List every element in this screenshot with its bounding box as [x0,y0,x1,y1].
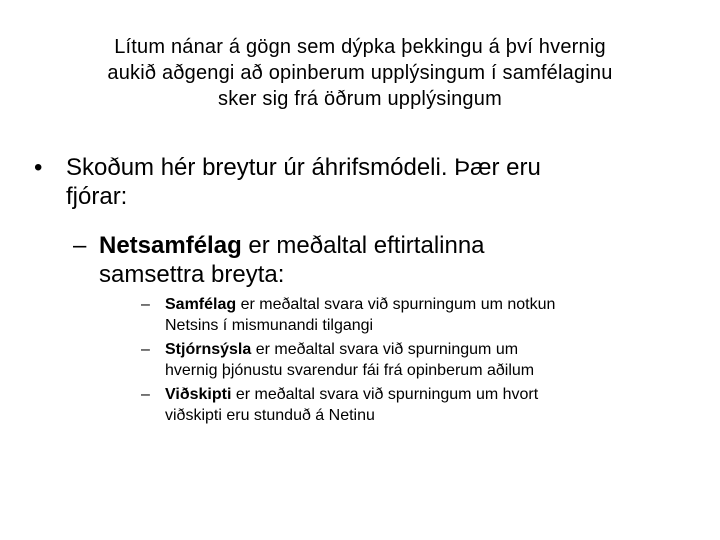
term-samfelag: Samfélag [165,296,237,313]
sub-sub-bullet-line-1 [165,294,695,315]
sub-bullet-text [99,231,659,289]
term-netsamfelag: Netsamfélag [99,232,242,259]
sub-bullet-line-2: samsettra breyta: [99,261,285,288]
sub-sub-bullet-line-2: Netsins í mismunandi tilgangi [165,317,374,334]
dash-marker: – [141,341,150,358]
main-bullet-line-2: fjórar: [66,183,128,210]
title-line-2: aukið aðgengi að opinberum upplýsingum í samfélaginu [107,62,613,84]
sub-sub-bullet-line-1-rest: er meðaltal svara við spurningum um [251,341,519,358]
sub-sub-bullet-stjornsysla [141,339,701,381]
sub-sub-bullet-text [165,384,695,426]
sub-sub-bullet-line-2: viðskipti eru stunduð á Netinu [165,407,375,424]
sub-sub-bullet-samfelag [141,294,701,336]
sub-sub-bullet-line-2: hvernig þjónustu svarendur fái frá opinberum aðilum [165,362,535,379]
term-vidskipti: Viðskipti [165,386,232,403]
dash-marker: – [141,386,150,403]
sub-sub-bullet-text [165,294,695,336]
title-line-1: Lítum nánar á gögn sem dýpka þekkingu á því hvernig [114,36,606,58]
main-bullet-text [66,153,686,211]
sub-sub-bullet-vidskipti [141,384,701,426]
sub-sub-bullet-line-1 [165,339,695,360]
term-stjornsysla: Stjórnsýsla [165,341,252,358]
sub-sub-bullet-line-1 [165,384,695,405]
sub-bullet-line-1 [99,231,659,260]
sub-sub-bullet-list [141,294,701,429]
bullet-marker: • [34,154,43,181]
dash-marker: – [141,296,150,313]
sub-sub-bullet-line-1-rest: er meðaltal svara við spurningum um hvort [231,386,539,403]
sub-sub-bullet-line-1-rest: er meðaltal svara við spurningum um notkun [236,296,556,313]
sub-bullet-line-1-rest: er meðaltal eftirtalinna [241,232,485,259]
main-bullet-line-1: Skoðum hér breytur úr áhrifsmódeli. Þær eru [66,154,541,181]
sub-sub-bullet-text [165,339,695,381]
slide-title [40,34,680,112]
dash-marker: – [73,232,87,259]
title-line-3: sker sig frá öðrum upplýsingum [218,88,502,110]
